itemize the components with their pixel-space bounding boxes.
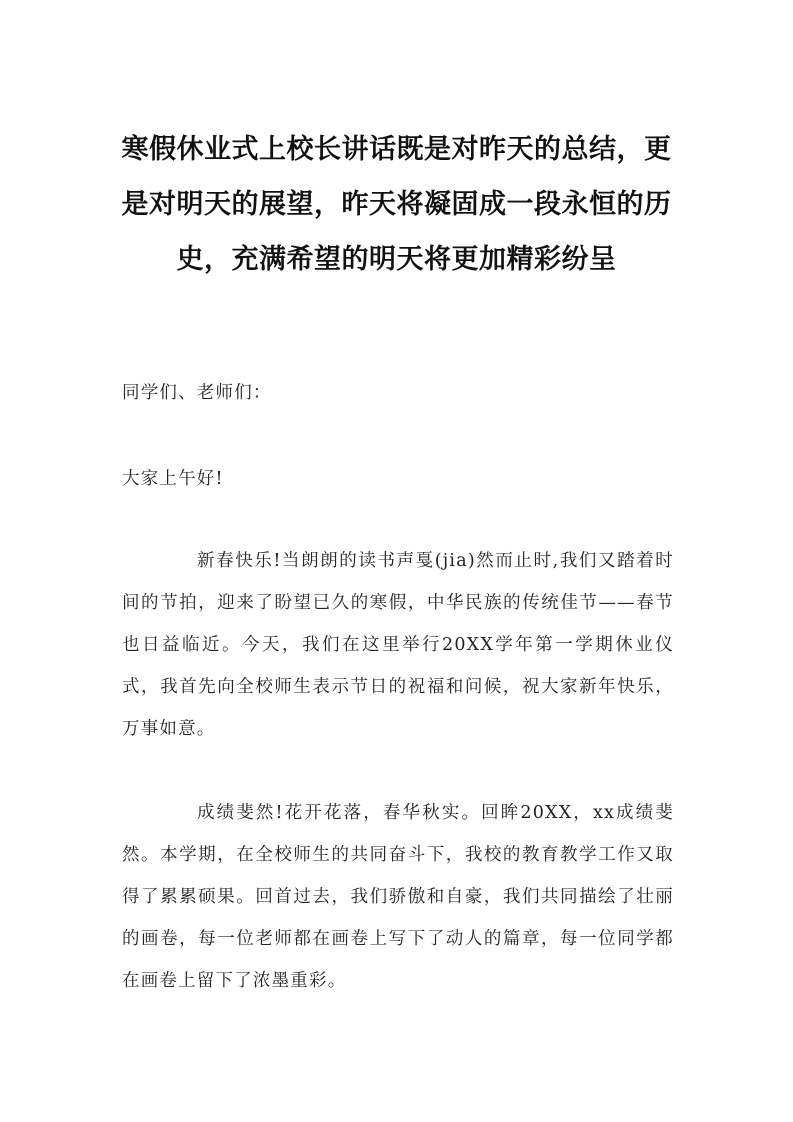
paragraph-2: 成绩斐然!花开花落，春华秋实。回眸20XX，xx成绩斐然。本学期，在全校师生的共同奋斗下，我校的教育教学工作又取得了累累硕果。回首过去，我们骄傲和自豪，我们共同描绘了壮丽的画卷，每一位老师都在画卷上写下了动人的篇章，每一位同学都在画卷上留下了浓墨重彩。 (122, 803, 674, 991)
paragraph-1: 新春快乐!当朗朗的读书声戛(jia)然而止时,我们又踏着时间的节拍，迎来了盼望已久的寒假，中华民族的传统佳节——春节也日益临近。今天，我们在这里举行20XX学年第一学期休业仪式，我首先向全校师生表示节日的祝福和问候，祝大家新年快乐，万事如意。 (122, 551, 674, 739)
greeting: 大家上午好! (122, 469, 224, 489)
document-title: 寒假休业式上校长讲话既是对昨天的总结，更是对明天的展望，昨天将凝固成一段永恒的历史，充满希望的明天将更加精彩纷呈 (121, 134, 672, 275)
salutation: 同学们、老师们： (122, 383, 272, 403)
